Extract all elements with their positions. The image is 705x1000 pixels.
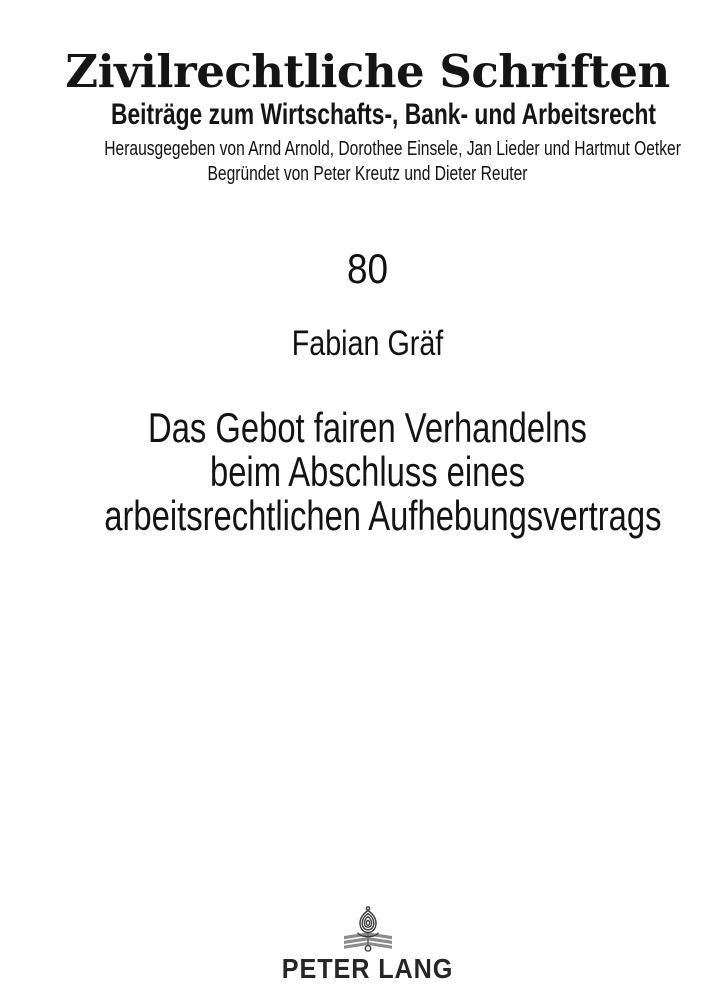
author-name: Fabian Gräf (291, 324, 444, 363)
series-editors-line: Herausgegeben von Arnd Arnold, Dorothee Einsele, Jan Lieder und Hartmut Oetker (104, 138, 681, 160)
series-founders-line: Begründet von Peter Kreutz und Dieter Reuter (207, 163, 528, 185)
cover-content (30, 0, 705, 1000)
publisher-logo (30, 905, 705, 955)
book-title-line-2: beim Abschluss eines (209, 448, 526, 495)
volume-number: 80 (346, 245, 389, 292)
book-title (104, 404, 662, 539)
publisher-name: PETER LANG (281, 953, 454, 984)
series-title: Zivilrechtliche Schriften (65, 45, 670, 98)
tree-and-open-book-icon (342, 905, 394, 955)
book-title-line-1: Das Gebot fairen Verhandelns (148, 404, 587, 451)
book-title-line-3: arbeitsrechtlichen Aufhebungsvertrags (104, 492, 662, 539)
series-subtitle: Beiträge zum Wirtschafts-, Bank- und Arbeitsrecht (111, 98, 656, 131)
